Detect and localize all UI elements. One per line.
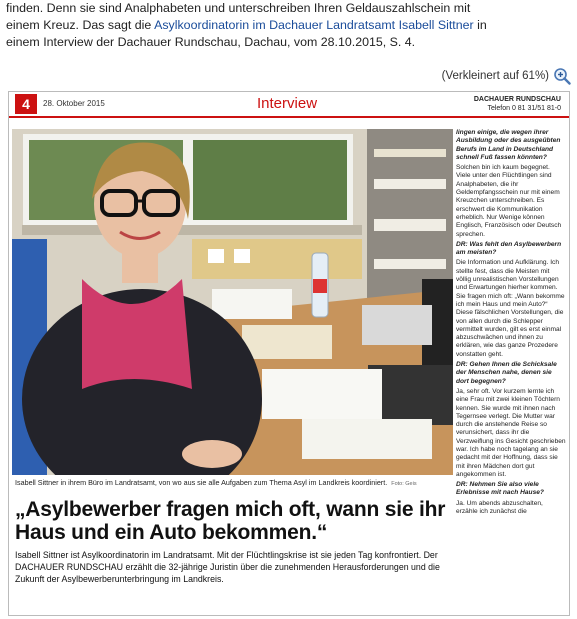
issue-date: 28. Oktober 2015: [43, 99, 105, 108]
office-photo-illustration: [12, 129, 453, 475]
photo-credit: Foto: Geis: [391, 481, 417, 487]
paper-masthead: [474, 95, 561, 113]
photo-caption: [15, 478, 455, 487]
interview-answer: Ja, sehr oft. Vor kurzem lernte ich eine Frau mit zwei kleinen Töchtern kennen. Sie wurde mit ihnen nach Tegernsee verlegt. Die Mutter war durch die anstehende Reise so verunsichert, dass ihr die Verzweiflung ins Gesicht geschrieben war. Ich habe noch tagelang an sie gedacht mit der Hoffnung, dass sie mit ihren Mädchen dort gut angekommen ist.: [456, 387, 566, 478]
interview-question: DR: Was fehlt den Asylbewerbern am meisten?: [456, 240, 562, 257]
intro-line-3: einem Interview der Dachauer Rundschau, Dachau, vom 28.10.2015, S. 4.: [6, 35, 416, 49]
paper-name: DACHAUER RUNDSCHAU: [473, 96, 561, 103]
interview-question: DR: Nehmen Sie also viele Erlebnisse mit nach Hause?: [456, 481, 544, 497]
intro-line-2: [6, 17, 572, 34]
intro-line-2-post: in: [473, 18, 487, 32]
zoom-control[interactable]: [442, 66, 571, 86]
interview-question: lingen einige, die wegen ihrer Ausbildung oder des ausgeübten Berufs im Land in Deutschland schnell Fuß fassen könnten?: [456, 129, 561, 161]
intro-line-1: finden. Denn sie sind Analphabeten und unterschreiben Ihren Geldauszahlschein mit: [6, 1, 471, 15]
interview-photo: [12, 129, 453, 475]
interview-column: [456, 129, 566, 518]
page-number: 4: [15, 94, 37, 114]
section-title: Interview: [257, 95, 318, 112]
paper-phone: Telefon 0 81 31/51 81-0: [487, 105, 561, 112]
zoom-label: (Verkleinert auf 61%): [441, 70, 549, 82]
interview-question: DR: Gehen Ihnen die Schicksale der Menschen nahe, denen sie dort begegnen?: [456, 361, 557, 385]
source-link[interactable]: Asylkoordinatorin im Dachauer Landratsamt Isabell Sittner: [154, 18, 474, 32]
interview-answer: Die Information und Aufklärung. Ich stellte fest, dass die Meisten mit völlig unrealistischen Vorstellungen und Erwartungen hierher kommen. Sie fragen mich oft: „Wann bekomme ich mein Haus und mein Auto?“ Diese fälschlichen Vorstellungen, die von allen durch die Schlepper vermittelt wurden, gilt es erst einmal abzuschwächen und ihnen zu erklären, wie das ganze Prozedere vonstatten geht.: [456, 259, 565, 358]
clipping-header: [9, 92, 569, 118]
article-headline: „Asylbewerber fragen mich oft, wann sie ihr Haus und ein Auto bekommen.“: [15, 498, 446, 544]
newspaper-clipping[interactable]: [8, 91, 570, 616]
photo-caption-text: Isabell Sittner in ihrem Büro im Landratsamt, von wo aus sie alle Aufgaben zum Thema Asyl im Landkreis koordiniert.: [15, 478, 388, 487]
magnifier-plus-icon[interactable]: [553, 67, 571, 85]
intro-line-2-pre: einem Kreuz. Das sagt die: [6, 18, 155, 32]
intro-text: [6, 0, 572, 51]
article-lead: Isabell Sittner ist Asylkoordinatorin im Landratsamt. Mit der Flüchtlingskrise ist sie jeden Tag konfrontiert. Der DACHAUER RUNDSCHAU erzählt die 32-jährige Juristin über die zunehmenden Herausforderungen und die Zukunft der Asylbewerberunterbringung im Landkreis.: [15, 550, 440, 584]
interview-answer: Solchen bin ich kaum begegnet. Viele unter den Flüchtlingen sind Analphabeten, die ihr Geldempfangsschein nur mit einem Kreuzchen unterschreiben. Es erschwert die Kommunikation erheblich. Nur Wenige können Englisch, Französisch oder Deutsch sprechen.: [456, 164, 562, 238]
interview-answer: Ja. Um abends abzuschalten, erzähle ich zunächst die: [456, 499, 543, 516]
